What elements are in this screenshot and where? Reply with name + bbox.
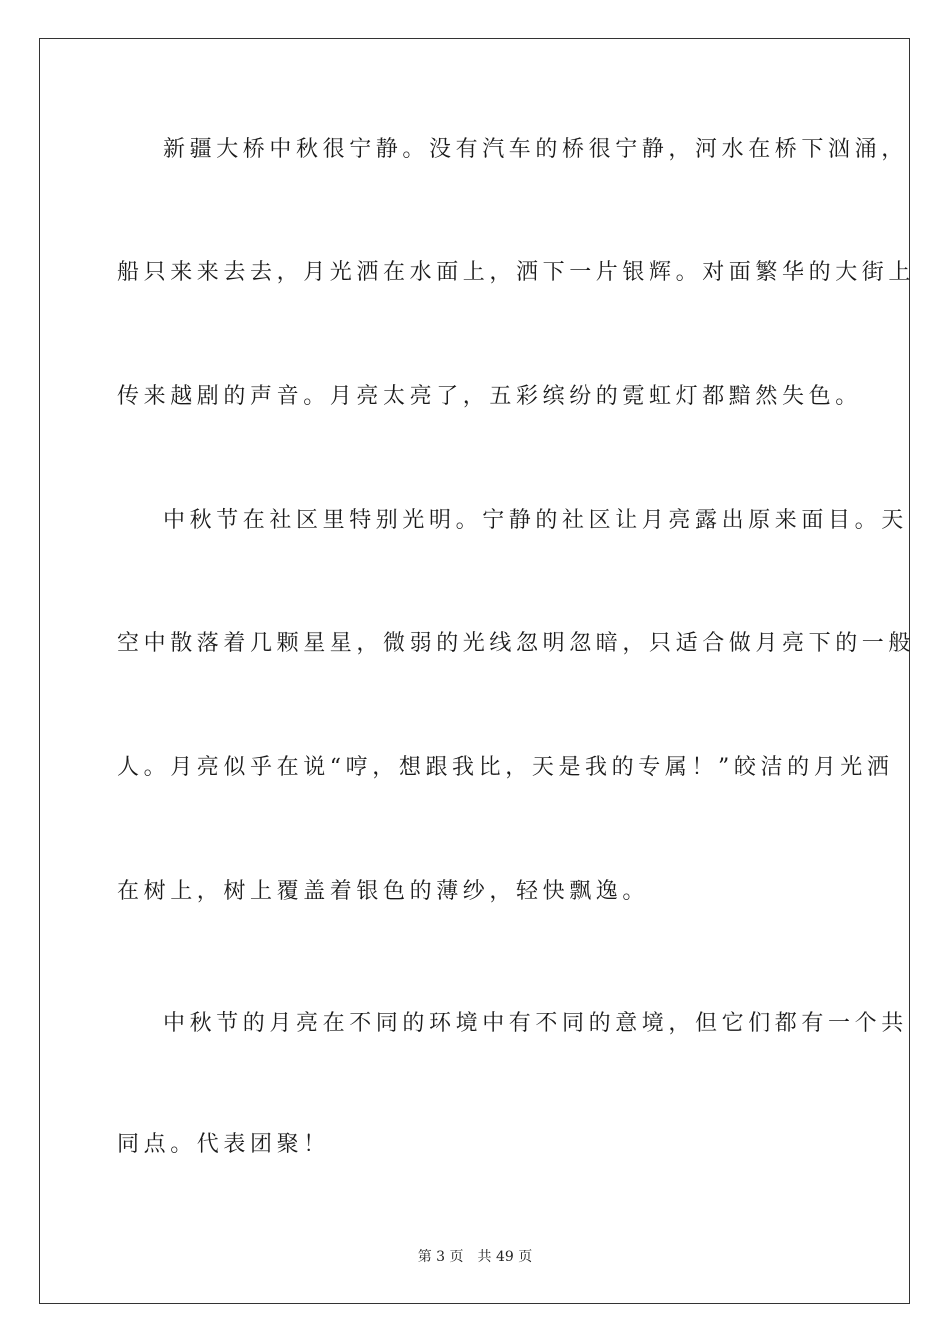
paragraph-1-line-3: 传来越剧的声音。月亮太亮了，五彩缤纷的霓虹灯都黯然失色。 bbox=[117, 384, 862, 409]
page-total: 共 49 页 bbox=[477, 1249, 533, 1265]
page-number: 第 3 页 bbox=[417, 1249, 464, 1265]
paragraph-2-line-2: 空中散落着几颗星星，微弱的光线忽明忽暗，只适合做月亮下的一般 bbox=[117, 631, 916, 656]
paragraph-1-line-1: 新疆大桥中秋很宁静。没有汽车的桥很宁静，河水在桥下汹涌， bbox=[163, 137, 908, 162]
paragraph-3-line-2: 同点。代表团聚！ bbox=[117, 1132, 330, 1157]
paragraph-3-line-1: 中秋节的月亮在不同的环境中有不同的意境，但它们都有一个共 bbox=[163, 1011, 908, 1036]
paragraph-1-line-2: 船只来来去去，月光洒在水面上，洒下一片银辉。对面繁华的大街上 bbox=[117, 260, 916, 285]
paragraph-2-line-1: 中秋节在社区里特别光明。宁静的社区让月亮露出原来面目。天 bbox=[163, 508, 908, 533]
page-footer bbox=[0, 1247, 950, 1267]
page-border bbox=[39, 38, 916, 1304]
paragraph-2-line-3: 人。月亮似乎在说“哼，想跟我比，天是我的专属！”皎洁的月光洒 bbox=[117, 755, 894, 780]
paragraph-2-line-4: 在树上，树上覆盖着银色的薄纱，轻快飘逸。 bbox=[117, 879, 650, 904]
